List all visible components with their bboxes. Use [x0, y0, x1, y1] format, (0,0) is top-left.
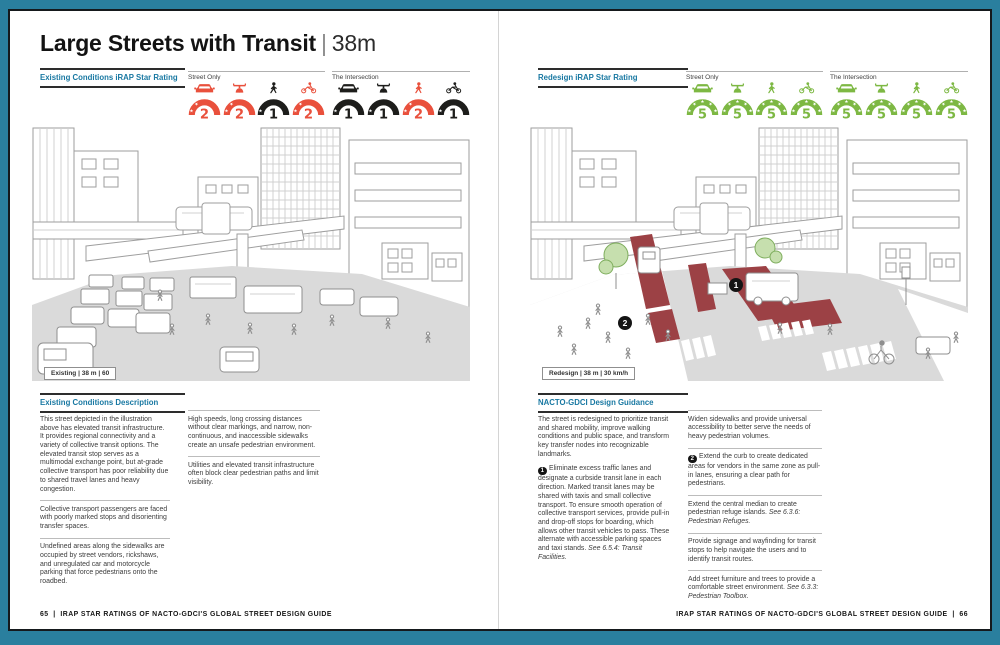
redesign-rating-heading: Redesign iRAP Star Rating [538, 68, 688, 88]
car-rating-icon [830, 82, 863, 120]
paragraph: Undefined areas along the sidewalks are occupied by street vendors, rickshaws, and unregulated car and motorcycle parking that force pedestrians onto the roadbed. [40, 538, 170, 587]
svg-text:★: ★ [810, 101, 818, 108]
svg-text:★: ★ [741, 101, 748, 108]
svg-text:★: ★ [189, 108, 196, 114]
svg-text:★: ★ [955, 101, 963, 108]
motorcycle-rating-icon [223, 82, 256, 120]
pedestrian-rating-icon [257, 82, 290, 120]
callout-badge-2: 2 [622, 318, 628, 328]
svg-text:★: ★ [333, 108, 340, 114]
svg-text:★: ★ [756, 108, 763, 114]
paragraph: 2 Extend the curb to create dedicated areas for vendors in the same zone as pull-in lanes, ensuring a clear path for pedestrians. [688, 448, 822, 490]
pedestrian-rating-icon [900, 82, 933, 120]
svg-text:★: ★ [844, 99, 849, 105]
title-separator: | [321, 30, 327, 56]
intersection-rating-group [332, 71, 470, 120]
svg-text:★: ★ [438, 108, 445, 114]
paragraph: Add street furniture and trees to provide a comfortable street environment. See 6.3.3: Pedestrian Toolbox. [688, 570, 822, 602]
paragraph: This street depicted in the illustration above has elevated transit infrastructure. It provides regional connectivity and a variety of collective transit options. The elevated transit stop serves as a multimodal exchange point, but at-grade collective transport has poor reliability due to shared travel lanes and heavy congestion. [40, 416, 169, 493]
svg-text:5: 5 [841, 107, 852, 120]
svg-text:★: ★ [855, 108, 862, 114]
svg-text:★: ★ [815, 108, 822, 114]
pedestrian-rating-icon [402, 82, 435, 120]
cross-reference: See 6.5.4: Transit Facilities. [538, 544, 643, 561]
svg-text:★: ★ [831, 108, 838, 114]
svg-text:★: ★ [700, 99, 705, 105]
bicycle-rating-icon [790, 82, 823, 120]
redesign-street-illustration [530, 127, 968, 381]
svg-text:★: ★ [870, 101, 878, 108]
street-width-label: 38m [331, 30, 376, 56]
svg-text:★: ★ [687, 108, 694, 114]
paragraph: Collective transport passengers are faced with poorly marked stops and disorienting transfer spaces. [40, 500, 170, 532]
motorcycle-rating-icon [367, 82, 400, 120]
paragraph: Widen sidewalks and provide universal accessibility to better serve the needs of heavy pedestrian volumes. [688, 410, 822, 442]
cross-reference: See 6.3.3: Pedestrian Toolbox. [688, 584, 819, 601]
svg-text:★: ★ [835, 101, 843, 108]
right-footer: IRAP STAR RATINGS OF NACTO-GDCI'S GLOBAL STREET DESIGN GUIDE | 66 [676, 611, 968, 618]
svg-text:★: ★ [850, 101, 858, 108]
guidance-column-2 [688, 410, 822, 608]
motorcycle-rating-icon [721, 82, 754, 120]
svg-text:★: ★ [691, 101, 699, 108]
svg-text:5: 5 [876, 107, 887, 120]
svg-text:★: ★ [960, 108, 967, 114]
svg-text:5: 5 [767, 107, 777, 120]
svg-text:5: 5 [801, 107, 812, 120]
street-only-rating-group-redesign [686, 71, 823, 120]
redesign-illustration-svg [530, 127, 968, 381]
svg-text:★: ★ [866, 108, 873, 114]
svg-text:★: ★ [224, 108, 231, 114]
page-title [40, 30, 376, 57]
callout-badge-1: 1 [733, 280, 739, 290]
svg-text:★: ★ [879, 99, 884, 105]
svg-text:1: 1 [448, 107, 459, 120]
svg-text:1: 1 [269, 107, 279, 120]
svg-text:★: ★ [795, 101, 803, 108]
intersection-label: The Intersection [332, 74, 379, 81]
svg-text:★: ★ [901, 108, 908, 114]
intersection-rating-icons [830, 82, 968, 120]
svg-text:5: 5 [911, 107, 922, 120]
street-only-label: Street Only [686, 74, 719, 81]
design-guidance-heading: NACTO-GDCI Design Guidance [538, 393, 688, 413]
right-page [538, 11, 968, 629]
bicycle-rating-icon [935, 82, 968, 120]
page-gutter-divider [498, 11, 499, 629]
cross-reference: See 6.3.6: Pedestrian Refuges. [688, 509, 801, 525]
street-only-label: Street Only [188, 74, 221, 81]
svg-text:★: ★ [804, 99, 809, 105]
svg-text:5: 5 [732, 107, 742, 120]
pedestrian-rating-icon [755, 82, 788, 120]
svg-text:★: ★ [905, 101, 913, 108]
svg-text:★: ★ [885, 101, 893, 108]
svg-text:★: ★ [936, 108, 943, 114]
paragraph: Extend the central median to create pedestrian refuge islands. See 6.3.6: Pedestrian Refuges. [688, 495, 822, 527]
book-spread [8, 9, 992, 631]
svg-text:★: ★ [193, 101, 201, 108]
svg-text:★: ★ [228, 101, 235, 108]
svg-text:★: ★ [711, 108, 718, 114]
car-rating-icon [686, 82, 719, 120]
svg-text:★: ★ [761, 101, 768, 108]
bicycle-rating-icon [292, 82, 325, 120]
svg-text:1: 1 [378, 107, 389, 120]
page-title-main: Large Streets with Transit [40, 30, 316, 56]
svg-text:5: 5 [697, 107, 708, 120]
paragraph: The street is redesigned to prioritize transit and shared mobility, improve walking conditions and public space, and transform key transfer nodes into recognizable landmarks. [538, 416, 669, 458]
svg-text:★: ★ [925, 108, 932, 114]
svg-text:★: ★ [258, 108, 265, 114]
redesign-illustration-label: Redesign | 38 m | 30 km/h [542, 367, 635, 380]
car-rating-icon [332, 82, 365, 120]
existing-illustration-svg [32, 127, 470, 381]
svg-text:★: ★ [780, 108, 787, 114]
left-page [40, 11, 470, 629]
street-only-rating-icons [686, 82, 823, 120]
svg-text:★: ★ [746, 108, 753, 114]
paragraph: 1 Eliminate excess traffic lanes and designate a curbside transit lane in each direction. Marked transit lanes may be shared with taxis and small collective transport. To ensure smooth operation of collective transport services, provide pull-in and drop-off stops for boarding, which allows other transit vehicles to pass. These alternate with accessible parking spaces and taxi stands. See 6.5.4: Transit Facilities. [538, 465, 670, 561]
paragraph: High speeds, long crossing distances without clear markings, and narrow, non-continuous, and inaccessible sidewalks create an unsafe pedestrian environment. [188, 410, 320, 450]
svg-text:★: ★ [769, 99, 774, 105]
svg-text:★: ★ [297, 101, 305, 108]
description-column-1 [40, 416, 170, 593]
svg-text:2: 2 [413, 107, 424, 120]
existing-street-illustration [32, 127, 470, 381]
intersection-rating-group-redesign [830, 71, 968, 120]
existing-description-heading: Existing Conditions Description [40, 393, 185, 413]
guidance-column-1 [538, 416, 670, 568]
svg-text:2: 2 [234, 107, 244, 120]
car-rating-icon [188, 82, 221, 120]
step-number-badge: 1 [538, 467, 547, 476]
description-column-2 [188, 410, 320, 494]
svg-text:★: ★ [407, 101, 415, 108]
svg-text:★: ★ [722, 108, 729, 114]
svg-text:★: ★ [735, 99, 740, 105]
svg-text:2: 2 [199, 107, 210, 120]
svg-text:1: 1 [343, 107, 354, 120]
existing-rating-heading: Existing Conditions iRAP Star Rating [40, 68, 185, 88]
paragraph: Utilities and elevated transit infrastructure often block clear pedestrian paths and limit visibility. [188, 456, 320, 488]
svg-text:★: ★ [914, 99, 919, 105]
svg-text:5: 5 [946, 107, 957, 120]
bicycle-rating-icon [437, 82, 470, 120]
left-footer: 65 | IRAP STAR RATINGS OF NACTO-GDCI'S GLOBAL STREET DESIGN GUIDE [40, 611, 332, 618]
svg-text:★: ★ [706, 101, 714, 108]
svg-text:★: ★ [791, 108, 798, 114]
svg-text:★: ★ [293, 108, 300, 114]
intersection-label: The Intersection [830, 74, 877, 81]
svg-text:★: ★ [890, 108, 897, 114]
existing-illustration-label: Existing | 38 m | 60 [44, 367, 116, 380]
svg-text:★: ★ [949, 99, 954, 105]
intersection-rating-icons [332, 82, 470, 120]
street-only-rating-group [188, 71, 325, 120]
paragraph: Provide signage and wayfinding for transit stops to help navigate the users and to identify transit routes. [688, 533, 822, 565]
motorcycle-rating-icon [865, 82, 898, 120]
svg-text:★: ★ [940, 101, 948, 108]
svg-text:2: 2 [303, 107, 314, 120]
svg-text:★: ★ [368, 108, 375, 114]
street-only-rating-icons [188, 82, 325, 120]
svg-text:★: ★ [403, 108, 410, 114]
svg-text:★: ★ [776, 101, 783, 108]
step-number-badge: 2 [688, 455, 697, 464]
svg-text:★: ★ [726, 101, 733, 108]
svg-text:★: ★ [920, 101, 928, 108]
